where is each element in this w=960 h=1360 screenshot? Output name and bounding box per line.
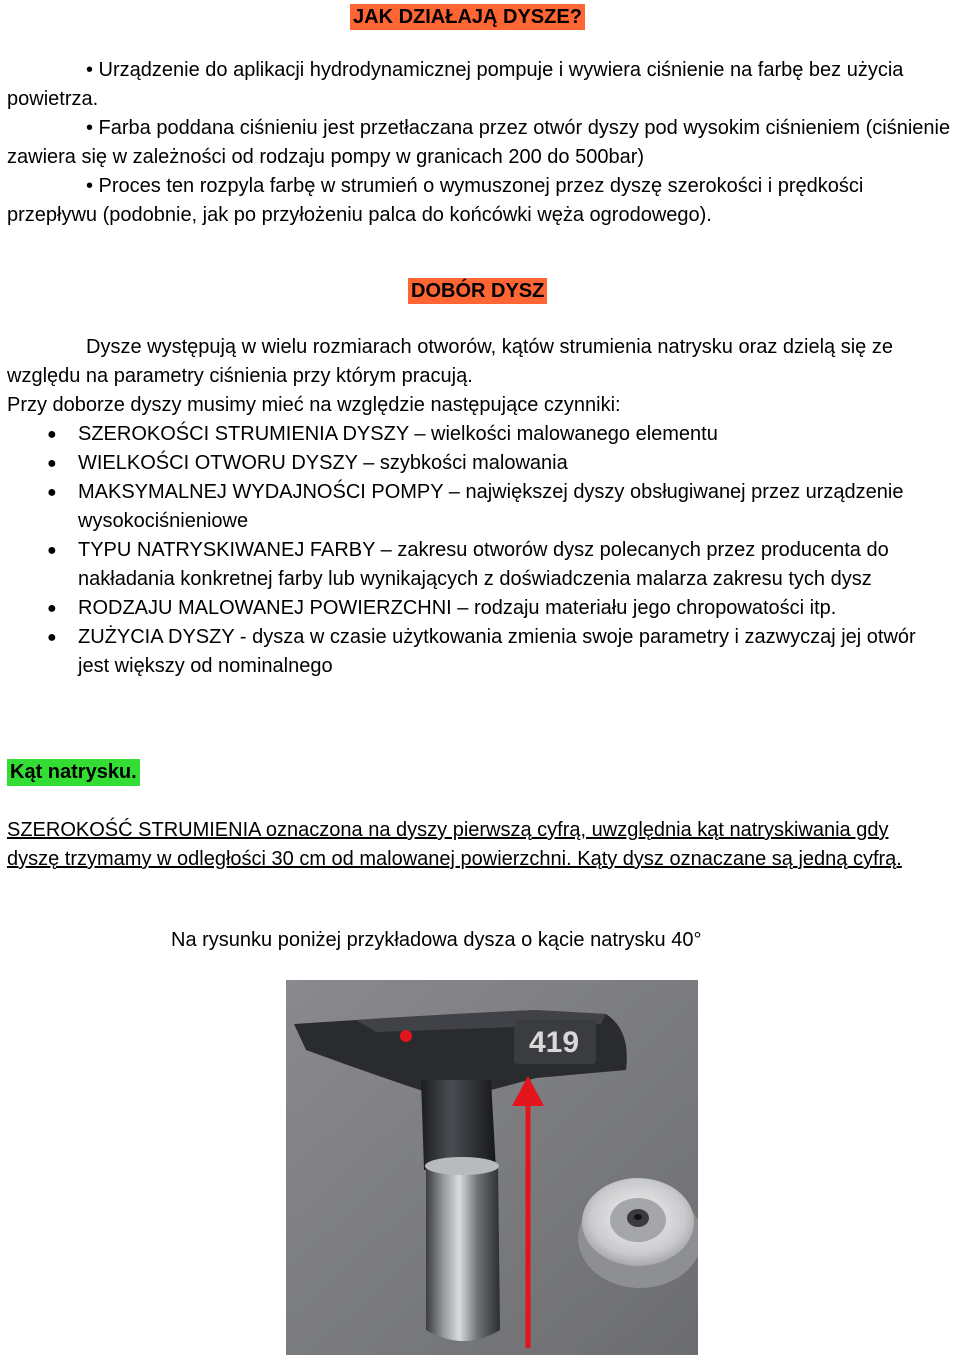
- list-item: [7, 420, 952, 449]
- factor-text: ZUŻYCIA DYSZY - dysza w czasie użytkowania zmienia swoje parametry i zazwyczaj jej otwór jest większy od nominalnego: [78, 626, 916, 677]
- spray-angle-paragraph: SZEROKOŚĆ STRUMIENIA oznaczona na dyszy pierwszą cyfrą, uwzględnia kąt natryskiwania gdy dyszę trzymamy w odległości 30 cm od malowanej powierzchni. Kąty dysz oznaczane są jedną cyfrą.: [7, 819, 902, 870]
- selection-lead: Przy doborze dyszy musimy mieć na względzie następujące czynniki:: [7, 394, 621, 416]
- section-title-spray-angle: Kąt natrysku.: [7, 759, 140, 786]
- intro-bullet-3: • Proces ten rozpyla farbę w strumień o wymuszonej przez dyszę szerokości i prędkości przepływu (podobnie, jak po przyłożeniu palca do końcówki węża ogrodowego).: [7, 175, 864, 226]
- intro-section: [7, 56, 952, 230]
- bullet-icon: ●: [47, 484, 57, 501]
- list-item: [7, 594, 952, 623]
- factor-text: TYPU NATRYSKIWANEJ FARBY – zakresu otworów dysz polecanych przez producenta do nakładania konkretnej farby lub wynikających z doświadczenia malarza zakresu tych dysz: [78, 539, 889, 590]
- factor-text: SZEROKOŚCI STRUMIENIA DYSZY – wielkości malowanego elementu: [78, 423, 718, 445]
- section-title-nozzle-selection: DOBÓR DYSZ: [408, 278, 547, 304]
- factor-text: MAKSYMALNEJ WYDAJNOŚCI POMPY – największej dyszy obsługiwanej przez urządzenie wysokociśnieniowe: [78, 481, 904, 532]
- bullet-icon: ●: [47, 600, 57, 617]
- list-item: [7, 478, 952, 536]
- list-item: [7, 449, 952, 478]
- bullet-icon: ●: [47, 455, 57, 472]
- bullet-icon: ●: [47, 426, 57, 443]
- bullet-icon: ●: [47, 542, 57, 559]
- list-item: [7, 623, 952, 681]
- figure-caption: Na rysunku poniżej przykładowa dysza o kącie natrysku 40°: [171, 929, 702, 951]
- list-item: [7, 536, 952, 594]
- bullet-icon: ●: [47, 629, 57, 646]
- nozzle-photo: [286, 980, 698, 1355]
- nozzle-marking: 419: [528, 1026, 580, 1059]
- intro-bullet-2: • Farba poddana ciśnieniu jest przetłaczana przez otwór dyszy pod wysokim ciśnieniem (ciśnienie zawiera się w zależności od rodzaju pompy w granicach 200 do 500bar): [7, 117, 951, 168]
- intro-bullet-1: • Urządzenie do aplikacji hydrodynamicznej pompuje i wywiera ciśnienie na farbę bez użycia powietrza.: [7, 59, 904, 110]
- nozzle-stem: [421, 1080, 496, 1170]
- nozzle-barrel: [426, 1165, 500, 1341]
- factor-text: RODZAJU MALOWANEJ POWIERZCHNI – rodzaju materiału jego chropowatości itp.: [78, 597, 837, 619]
- factor-text: WIELKOŚCI OTWORU DYSZY – szybkości malowania: [78, 452, 568, 474]
- spray-angle-text: [7, 816, 907, 874]
- factor-list: [7, 420, 952, 681]
- red-dot-marker: [400, 1030, 412, 1042]
- section-title-how-nozzles-work: JAK DZIAŁAJĄ DYSZE?: [350, 4, 585, 30]
- selection-section: [7, 333, 952, 681]
- selection-paragraph: Dysze występują w wielu rozmiarach otworów, kątów strumienia natrysku oraz dzielą się ze względu na parametry ciśnienia przy którym pracują.: [7, 336, 893, 387]
